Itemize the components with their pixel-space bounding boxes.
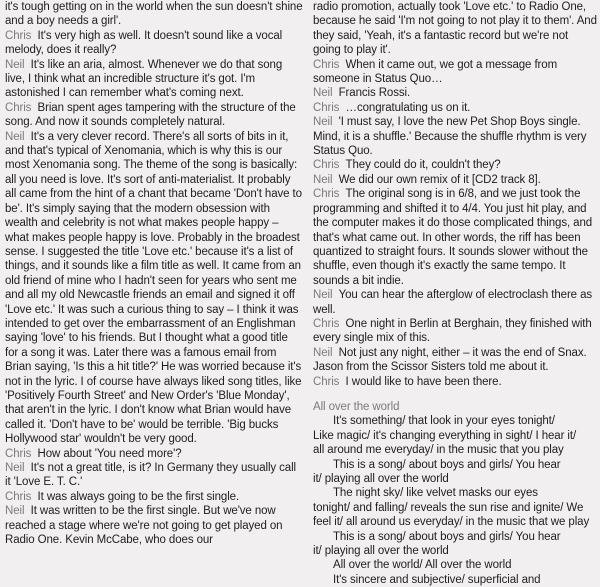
speaker-name: Neil: [313, 116, 333, 129]
dialogue-text: Francis Rossi.: [338, 87, 411, 100]
speaker-name: Chris: [313, 58, 340, 71]
lyric-line: all around me everyday/ in the music that you play: [313, 444, 564, 457]
right-dialogue: [313, 0, 598, 389]
speaker-name: Chris: [313, 317, 340, 330]
dialogue-paragraph: [5, 490, 303, 504]
dialogue-paragraph: [313, 317, 598, 346]
dialogue-text: Brian spent ages tampering with the structure of the song. And now it sounds completely natural.: [5, 101, 296, 129]
dialogue-paragraph: [5, 461, 303, 490]
speaker-name: Neil: [313, 87, 333, 100]
dialogue-paragraph: [313, 288, 598, 317]
lyric-line: Like magic/ it's changing everything in sight/ I hear it/: [313, 429, 577, 442]
speaker-name: Neil: [5, 58, 25, 71]
dialogue-text: They could do it, couldn't they?: [345, 159, 501, 172]
lyric-line: All over the world/ All over the world: [333, 559, 512, 572]
lyric-line: This is a song/ about boys and girls/ You hear: [333, 530, 561, 543]
dialogue-paragraph: [5, 0, 303, 29]
speaker-name: Chris: [5, 29, 32, 42]
speaker-name: Chris: [313, 159, 340, 172]
lyric-line: It's something/ that look in your eyes tonight/: [333, 415, 555, 428]
dialogue-text: We did our own remix of it [CD2 track 8].: [338, 173, 541, 186]
dialogue-paragraph: [5, 447, 303, 461]
dialogue-text: radio promotion, actually took 'Love etc.' to Radio One, because he said 'I'm not going to not play it to them'. And they said, 'Yeah, it's a fantastic record but we're not going to play it'.: [313, 1, 597, 57]
dialogue-text: It's not a great title, is it? In Germany they usually call it 'Love E. T. C.': [5, 462, 297, 489]
speaker-name: Neil: [5, 505, 25, 518]
dialogue-paragraph: [313, 346, 598, 375]
dialogue-text: 'I must say, I love the new Pet Shop Boys single. Mind, it is a shuffle.' Because the shuffle rhythm is very Status Quo.: [313, 116, 587, 158]
dialogue-text: How about 'You need more'?: [37, 447, 182, 460]
dialogue-text: I would like to have been there.: [345, 375, 502, 388]
dialogue-paragraph: [313, 115, 598, 158]
dialogue-paragraph: [313, 0, 598, 58]
speaker-name: Neil: [5, 462, 25, 474]
speaker-name: Neil: [313, 173, 333, 186]
speaker-name: Chris: [313, 375, 340, 388]
dialogue-paragraph: [313, 86, 598, 100]
dialogue-paragraph: [313, 158, 598, 172]
dialogue-text: The original song is in 6/8, and we just took the programming and shifted it to 4/4. You just hit play, and the computer makes it do those complicated things, and that's what came out. In other words, the riff has been quantized to straight fours. It sounds slower without the shuffle, even though it's exactly the same tempo. It sounds a bit indie.: [313, 188, 593, 287]
left-column: [5, 0, 303, 547]
dialogue-text: It's like an aria, almost. Whenever we do that song live, I think what an incredible structure it's got. I'm astonished I can remember what's coming next.: [5, 58, 283, 100]
speaker-name: Neil: [313, 289, 333, 302]
dialogue-paragraph: [313, 173, 598, 187]
dialogue-paragraph: [313, 101, 598, 115]
dialogue-text: It was written to be the first single. But we've now reached a stage where we're not going to get played on Radio One. Kevin McCabe, who does our: [5, 505, 283, 547]
dialogue-text: It was always going to be the first single.: [37, 490, 240, 503]
lyric-line: tonight/ and falling/ reveals the sun rise and ignite/ We: [313, 501, 584, 514]
lyric-line: It's sincere and subjective/ superficial and: [333, 573, 541, 586]
dialogue-paragraph: [313, 187, 598, 288]
speaker-name: Chris: [5, 447, 32, 460]
speaker-name: Neil: [313, 346, 333, 359]
dialogue-text: Not just any night, either – it was the end of Snax. Jason from the Scissor Sisters told me about it.: [313, 346, 587, 374]
lyric-line: The night sky/ like velvet masks our eyes: [333, 487, 538, 500]
dialogue-paragraph: [5, 504, 303, 547]
speaker-name: Chris: [313, 101, 340, 114]
speaker-name: Neil: [5, 130, 25, 143]
dialogue-text: You can hear the afterglow of electroclash there as well.: [313, 289, 593, 316]
dialogue-paragraph: [313, 58, 598, 87]
dialogue-paragraph: [313, 375, 598, 389]
right-column: [313, 0, 598, 587]
song-title: All over the world: [313, 400, 400, 413]
lyric-line: it/ playing all over the world: [313, 473, 449, 485]
speaker-name: Chris: [313, 188, 340, 201]
dialogue-paragraph: [5, 130, 303, 447]
song-lyrics: [313, 414, 598, 587]
dialogue-text: One night in Berlin at Berghain, they finished with every single mix of this.: [313, 317, 592, 345]
lyric-line: it/ playing all over the world: [313, 545, 449, 558]
dialogue-paragraph: [5, 101, 303, 130]
dialogue-text: it's tough getting on in the world when the sun doesn't shine and a boy needs a girl'.: [5, 1, 303, 28]
lyric-line: This is a song/ about boys and girls/ You hear: [333, 458, 561, 471]
speaker-name: Chris: [5, 490, 32, 503]
dialogue-text: …congratulating us on it.: [345, 101, 471, 114]
dialogue-text: When it came out, we got a message from someone in Status Quo…: [313, 58, 558, 86]
dialogue-text: It's a very clever record. There's all sorts of bits in it, and that's typical of Xenomania, which is why this is our most Xenomania song. The theme of the song is basically: all you need is love. It's sort of anti-materialist. It probably all came from the hint of a chant that became 'Don't have to be'. It's simply saying that the modern obsession with wealth and celebrity is not what makes people happy – what makes people happy is love. Probably in the broadest sense. I suggested the title 'Love etc.' because it's a list of things, and it sounds like a film title as well. It came from an old friend of mine who I hadn't seen for years who sent me and all my old Newcastle friends an email and signed it off 'Love etc.' It was such a curious thing to say – I think it was intended to get over the embarrassment of an Englishman saying 'love' to his friends. But I thought what a good title for a song it was. Later there was a famous email from Brian saying, 'Is this a hit title?' He was worried because it's not in the lyric. I of course have always liked song titles, like 'Positively Fourth Street' and New Order's 'Blue Monday', that aren't in the lyric. I don't know what Brian would have called it. 'Don't have to be' would be terrible. 'Big bucks Hollywood star' wouldn't be very good.: [5, 130, 302, 446]
dialogue-paragraph: [5, 58, 303, 101]
speaker-name: Chris: [5, 101, 32, 114]
lyric-line: feel it/ all around us everyday/ in the music that we play: [313, 516, 590, 529]
dialogue-paragraph: [5, 29, 303, 58]
dialogue-text: It's very high as well. It doesn't sound like a vocal melody, does it really?: [5, 29, 283, 57]
